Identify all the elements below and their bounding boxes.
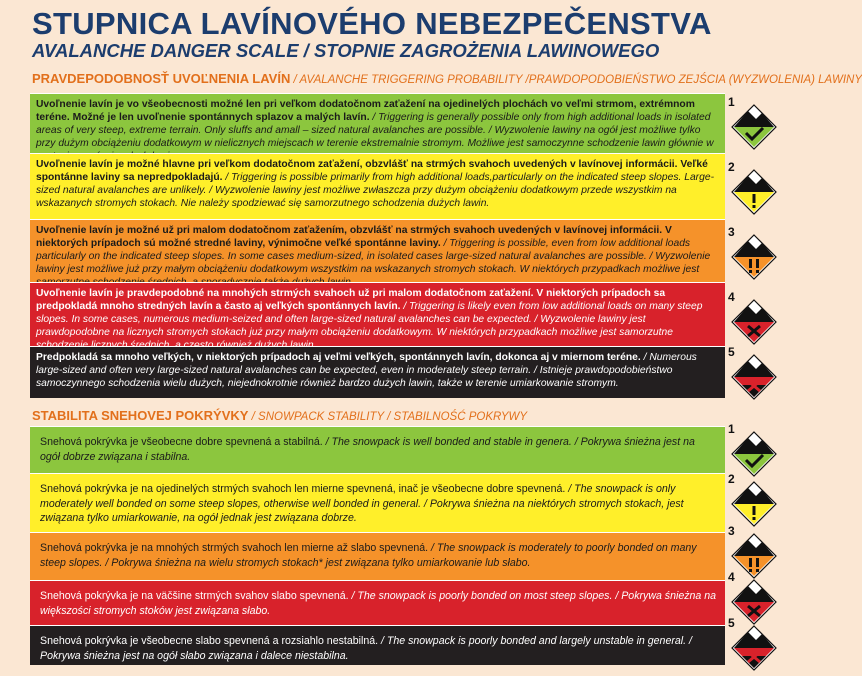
danger-level-3-icon bbox=[728, 225, 780, 283]
triggering-row-level-1 bbox=[30, 93, 725, 153]
triggering-heading-main: PRAVDEPODOBNOSŤ UVOĽNENIA LAVÍN bbox=[32, 71, 291, 86]
stability-level-2-icon bbox=[728, 472, 780, 530]
row-en-text: / Triggering is likely even from low additional loads on many steep slopes. In some cases, numerous medium-seized and often large-sized natural avalanches can be expected. / bbox=[36, 301, 703, 325]
stability-level-5-icon bbox=[728, 616, 780, 674]
page-title: STUPNICA LAVÍNOVÉHO NEBEZPEČENSTVA bbox=[32, 6, 712, 41]
row-pl-text: / Pokrywa śnieżna jest na ogół słabo związana i dalece niestabilna. bbox=[40, 635, 692, 662]
row-en-text: / The snowpack is only moderately well bonded on some steep slopes, otherwise well bonded in general. bbox=[40, 483, 676, 510]
row-sk-text: Snehová pokrývka je na väčšine strmých svahov slabo spevnená. bbox=[40, 590, 349, 602]
triggering-heading bbox=[32, 71, 862, 86]
danger-level-number: 5 bbox=[728, 345, 735, 359]
row-sk-text: Uvoľnenie lavín je možné hlavne pri veľkom dodatočnom zaťažení, obzvlášť na strmých svahoch uvedených v lavínovej informácii. Veľké spontánne laviny sa nepredpokladajú. bbox=[36, 159, 708, 183]
danger-level-number: 2 bbox=[728, 160, 735, 174]
danger-level-number: 5 bbox=[728, 616, 735, 630]
row-en-text: / The snowpack is poorly bonded on most steep slopes. bbox=[348, 590, 613, 602]
row-pl-text: Wyzwolenie lawiny jest możliwe już przy małym obciążeniu dodatkowym wszystkim na wskazanych stromych stokach. W niektórych przypadkach możliwe jest bbox=[36, 251, 711, 275]
danger-level-number: 4 bbox=[728, 570, 735, 584]
row-pl-text: / Pokrywa śnieżna na wielu stromych stokach* jest związana tylko umiarkowanie lub słabo. bbox=[102, 556, 531, 569]
danger-level-number: 4 bbox=[728, 290, 735, 304]
stability-row-level-4 bbox=[30, 580, 725, 625]
row-sk-text: Snehová pokrývka je na mnohých strmých svahoch len mierne až slabo spevnená. bbox=[40, 542, 429, 554]
triggering-row-level-5 bbox=[30, 346, 725, 398]
danger-level-5-icon bbox=[728, 345, 780, 403]
row-en-text: / Triggering is possible primarily from high additional loads,particularly on the indicated steep slopes. Large-sized natural avalanches are unlikely. / bbox=[36, 172, 714, 196]
row-pl-text: Istnieje prawdopodobieństwo samoczynnego schodzenia wielu dużych, niejednokrotnie również bardzo dużych lawin, także w terenie umiarkowanie stromym. bbox=[36, 365, 673, 389]
stability-heading-main: STABILITA SNEHOVEJ POKRÝVKY bbox=[32, 408, 249, 423]
danger-level-number: 2 bbox=[728, 472, 735, 486]
row-en-text: / Numerous large-sized and often very large-sized natural avalanches can be expected, even in moderately steep terrain. / bbox=[36, 352, 697, 376]
row-sk-text: Snehová pokrývka je na ojedinelých strmých svahoch len mierne spevnená, inač je všeobecne dobre spevnená. bbox=[40, 483, 566, 495]
row-sk-text: Uvoľnenie lavín je možné už pri malom dodatočnom zaťažením, obzvlášť na strmých svahoch uvedených v lavínovej informácii. V niektorých prípadoch sú možné stredné laviny, výnimočne veľké spontánne laviny. bbox=[36, 225, 672, 249]
row-sk-text: Predpokladá sa mnoho veľkých, v niektorých prípadoch aj veľmi veľkých, spontánnych lavín, dokonca aj v miernom teréne. bbox=[36, 352, 641, 363]
triggering-heading-rest: / AVALANCHE TRIGGERING PROBABILITY /PRAWDOPODOBIEŃSTWO ZEJŚCIA (WYZWOLENIA) LAWINY bbox=[290, 74, 862, 86]
row-en-text: / The snowpack is poorly bonded and largely unstable in general. bbox=[378, 635, 687, 647]
row-sk-text: Uvoľnenie lavín je vo všeobecnosti možné len pri veľkom dodatočnom zaťažení na ojedinelých plochách vo veľmi strmom, extrémnom teréne. Možné je len uvoľnenie spontánnych splazov a malých lavín. bbox=[36, 99, 695, 123]
row-sk-text: Snehová pokrývka je všeobecne slabo spevnená a rozsiahlo nestabilná. bbox=[40, 635, 379, 647]
stability-heading-rest: / SNOWPACK STABILITY / STABILNOŚĆ POKRYWY bbox=[248, 411, 528, 423]
danger-level-number: 1 bbox=[728, 422, 735, 436]
row-pl-text: Wyzwolenie lawiny jest prawdopodobne na licznych stromych stokach już przy małym obciążeniu dodatkowym. W niektórych przypadkach możliwe jest samorzutne bbox=[36, 314, 673, 338]
stability-heading bbox=[32, 408, 527, 423]
danger-level-2-icon bbox=[728, 160, 780, 218]
row-en-text: / The snowpack is moderately to poorly bonded on many steep slopes. bbox=[40, 542, 697, 569]
triggering-row-level-3 bbox=[30, 219, 725, 282]
danger-level-4-icon bbox=[728, 290, 780, 348]
row-sk-text: Uvoľnenie lavín je pravdepodobné na mnohých strmých svahoch už pri malom dodatočnom zaťažení. V niektorých prípadoch sa predpokladá mnoho stredných lavín a často aj veľkých spontánnych lavín. bbox=[36, 288, 666, 312]
row-pl-text: Wyzwolenie lawiny jest możliwe zwłaszcza przy dużym obciążeniu dodatkowym przede wszystkim na wskazanych stromych stokach. Nie należy spodziewać się samorzutnego schodzenia dużych lawin. bbox=[36, 185, 677, 209]
page-subtitle: AVALANCHE DANGER SCALE / STOPNIE ZAGROŻENIA LAWINOWEGO bbox=[32, 40, 660, 61]
stability-row-level-5 bbox=[30, 625, 725, 665]
row-pl-text: / Pokrywa śnieżna na większości stromych stoków jest związana słabo. bbox=[40, 590, 717, 617]
danger-level-number: 3 bbox=[728, 524, 735, 538]
danger-level-number: 1 bbox=[728, 95, 735, 109]
danger-level-1-icon bbox=[728, 95, 780, 153]
stability-row-level-1 bbox=[30, 426, 725, 473]
row-en-text: / The snowpack is well bonded and stable in genera. bbox=[322, 436, 572, 448]
row-pl-text: / Pokrywa śnieżna jest na ogół dobrze związana i stabilna. bbox=[40, 436, 695, 463]
triggering-row-level-2 bbox=[30, 153, 725, 219]
row-sk-text: Snehová pokrývka je všeobecne dobre spevnená a stabilná. bbox=[40, 436, 323, 448]
triggering-row-level-4 bbox=[30, 282, 725, 346]
stability-row-level-3 bbox=[30, 532, 725, 580]
row-pl-text: Wyzwolenie lawiny na ogół jest możliwe tylko przy dużym obciążeniu dodatkowym w nielicznych miejscach w terenie ekstremalnie stromym. Możliwe jest samoczynne schodzenie lawin głównie w bbox=[36, 125, 714, 149]
row-en-text: / Triggering is possible, even from low additional loads particularly on the indicated steep slopes. In some cases medium-sized, in isolated cases large-sized natural avalanches are possible. / bbox=[36, 238, 691, 262]
stability-row-level-2 bbox=[30, 473, 725, 532]
row-pl-text: / Pokrywa śnieżna na niektórych stromych stokach, jest związana tylko umiarkowanie, na ogół jednak jest związana dobrze. bbox=[40, 497, 684, 524]
danger-level-number: 3 bbox=[728, 225, 735, 239]
row-en-text: / Triggering is generally possible only from high additional loads in isolated areas of very steep, extreme terrain. Only sluffs and amall – sized natural avalanches are possible. / bbox=[36, 112, 711, 136]
